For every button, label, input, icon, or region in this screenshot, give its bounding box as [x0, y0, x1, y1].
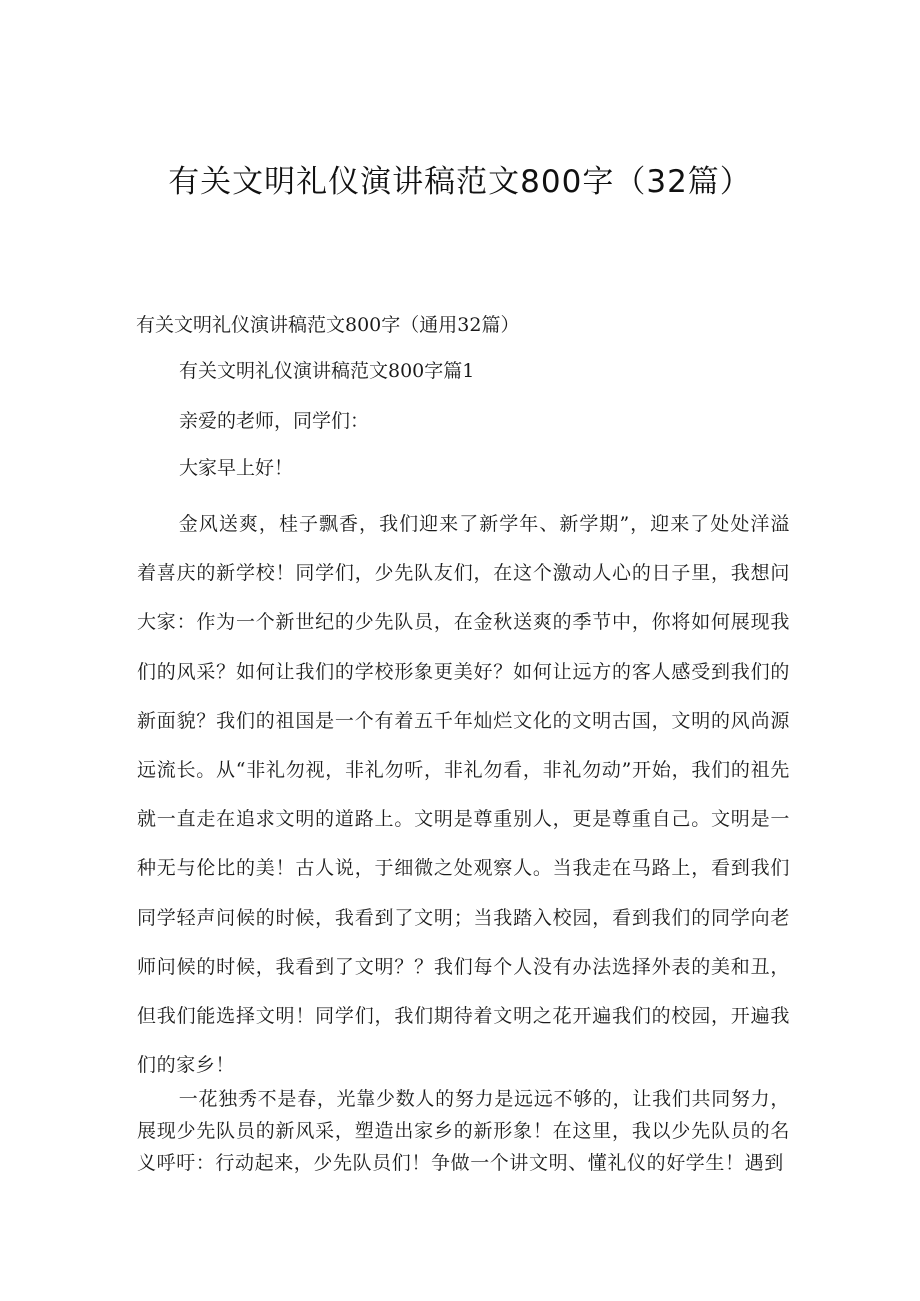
body-paragraph: 金风送爽，桂子飘香，我们迎来了新学年、新学期”，迎来了处处洋溢着喜庆的新学校！同学们，少先队友们，在这个激动人心的日子里，我想问大家：作为一个新世纪的少先队员，在金秋送爽的季节中，你将如何展现我们的风采？如何让我们的学校形象更美好？如何让远方的客人感受到我们的新面貌？我们的祖国是一个有着五千年灿烂文化的文明古国，文明的风尚源远流长。从“非礼勿视，非礼勿听，非礼勿看，非礼勿动”开始，我们的祖先就一直走在追求文明的道路上。文明是尊重别人，更是尊重自己。文明是一种无与伦比的美！古人说，于细微之处观察人。当我走在马路上，看到我们同学轻声问候的时候，我看到了文明；当我踏入校园，看到我们的同学向老师问候的时候，我看到了文明？？我们每个人没有办法选择外表的美和丑，但我们能选择文明！同学们，我们期待着文明之花开遍我们的校园，开遍我们的家乡！: [137, 513, 790, 1077]
body-paragraph: 一花独秀不是春，光靠少数人的努力是远远不够的，让我们共同努力，展现少先队员的新风采，塑造出家乡的新形象！在这里，我以少先队员的名义呼吁：行动起来，少先队员们！争做一个讲文明、懂礼仪的好学生！遇到: [137, 1088, 790, 1174]
section-heading: 有关文明礼仪演讲稿范文800字篇1: [179, 360, 475, 382]
document-title: 有关文明礼仪演讲稿范文800字（32篇）: [168, 164, 752, 200]
greeting: 大家早上好！: [179, 457, 294, 479]
document-subtitle: 有关文明礼仪演讲稿范文800字（通用32篇）: [136, 314, 520, 336]
salutation: 亲爱的老师，同学们：: [179, 410, 370, 432]
